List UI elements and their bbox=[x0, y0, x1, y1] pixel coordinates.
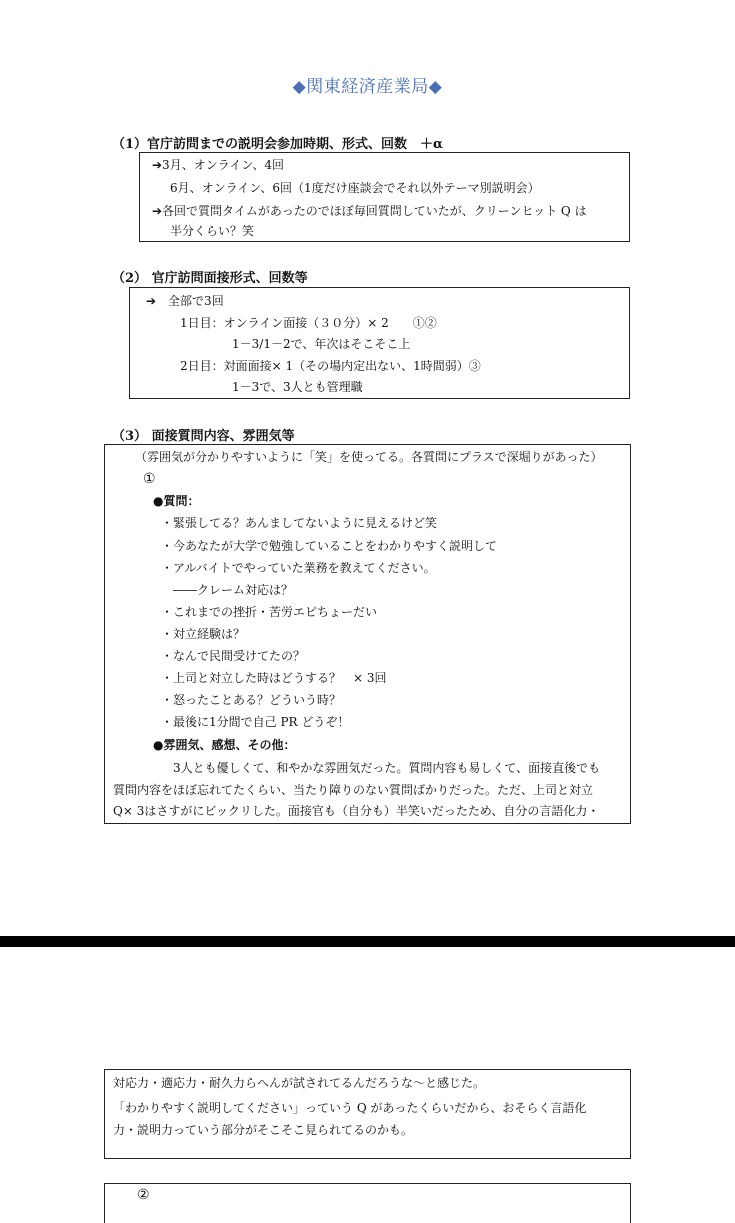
question-item: ・アルバイトでやっていた業務を教えてください。 bbox=[161, 561, 436, 575]
question-item: ・なんで民間受けてたの？ bbox=[161, 649, 306, 663]
document-title: ◆関東経済産業局◆ bbox=[292, 77, 443, 97]
section3-marker: ① bbox=[143, 471, 156, 487]
page-divider bbox=[0, 936, 735, 947]
atmosphere-label: ●雰囲気、感想、その他： bbox=[153, 738, 296, 752]
section1-heading: （1）官庁訪問までの説明会参加時期、形式、回数 ＋α bbox=[112, 137, 444, 152]
question-item: ・対立経験は？ bbox=[161, 627, 246, 641]
question-item: ・最後に1分間で自己 PR どうぞ！ bbox=[161, 715, 350, 729]
section2-line: 1－3で、3人とも管理職 bbox=[232, 380, 363, 394]
section1-line: 半分くらい？笑 bbox=[170, 224, 255, 238]
question-item: ――クレーム対応は？ bbox=[173, 583, 294, 597]
question-item: ・怒ったことある？どういう時？ bbox=[161, 693, 342, 707]
continuation-line: 「わかりやすく説明してください」っていう Q があったくらいだから、おそらく言語化 bbox=[113, 1101, 587, 1115]
section3-heading: （3） 面接質問内容、雰囲気等 bbox=[112, 429, 295, 444]
continuation-box bbox=[104, 1069, 631, 1159]
questions-label: ●質問： bbox=[153, 494, 200, 508]
section1-line: ➔3月、オンライン、4回 bbox=[152, 158, 285, 172]
continuation-line: 対応力・適応力・耐久力らへんが試されてるんだろうな～と感じた。 bbox=[113, 1076, 486, 1090]
section1-line: 6月、オンライン、6回（1度だけ座談会でそれ以外テーマ別説明会） bbox=[170, 181, 540, 195]
question-item: ・今あなたが大学で勉強していることをわかりやすく説明して bbox=[161, 539, 498, 553]
section3-marker: ② bbox=[137, 1187, 150, 1203]
section2-line: 1－3/1－2で、年次はそこそこ上 bbox=[232, 337, 411, 351]
section1-box bbox=[139, 152, 630, 242]
question-item: ・緊張してる？あんましてないように見えるけど笑 bbox=[161, 516, 438, 530]
section2-heading: （2） 官庁訪問面接形式、回数等 bbox=[112, 271, 308, 286]
section2-line: 2日目：対面面接× 1（その場内定出ない、1時間弱）③ bbox=[180, 359, 481, 373]
section2-line: 1日目：オンライン面接（３０分）× 2 ①② bbox=[180, 316, 437, 330]
section3-box bbox=[104, 444, 631, 824]
continuation-line: 力・説明力っていう部分がそこそこ見られてるのかも。 bbox=[113, 1123, 414, 1137]
section2-box bbox=[129, 287, 630, 399]
section3-note: （雰囲気が分かりやすいように「笑」を使ってる。各質問にプラスで深堀りがあった） bbox=[135, 450, 603, 464]
atmosphere-line: Q× 3はさすがにビックリした。面接官も（自分も）半笑いだったため、自分の言語化力・ bbox=[113, 804, 600, 818]
section2-line: ➔ 全部で3回 bbox=[146, 294, 224, 308]
diamond-icon: ◆ bbox=[292, 77, 307, 97]
section3-continued-box bbox=[104, 1183, 631, 1223]
section1-line: ➔各回で質問タイムがあったのでほぼ毎回質問していたが、クリーンヒット Q は bbox=[152, 204, 587, 218]
diamond-icon: ◆ bbox=[428, 77, 443, 97]
question-item: ・これまでの挫折・苦労エピちょーだい bbox=[161, 605, 378, 619]
atmosphere-line: 質問内容をほぼ忘れてたくらい、当たり障りのない質問ばかりだった。ただ、上司と対立 bbox=[113, 783, 594, 797]
question-item: ・上司と対立した時はどうする？ × 3回 bbox=[161, 671, 387, 685]
atmosphere-line: 3人とも優しくて、和やかな雰囲気だった。質問内容も易しくて、面接直後でも bbox=[173, 761, 601, 775]
